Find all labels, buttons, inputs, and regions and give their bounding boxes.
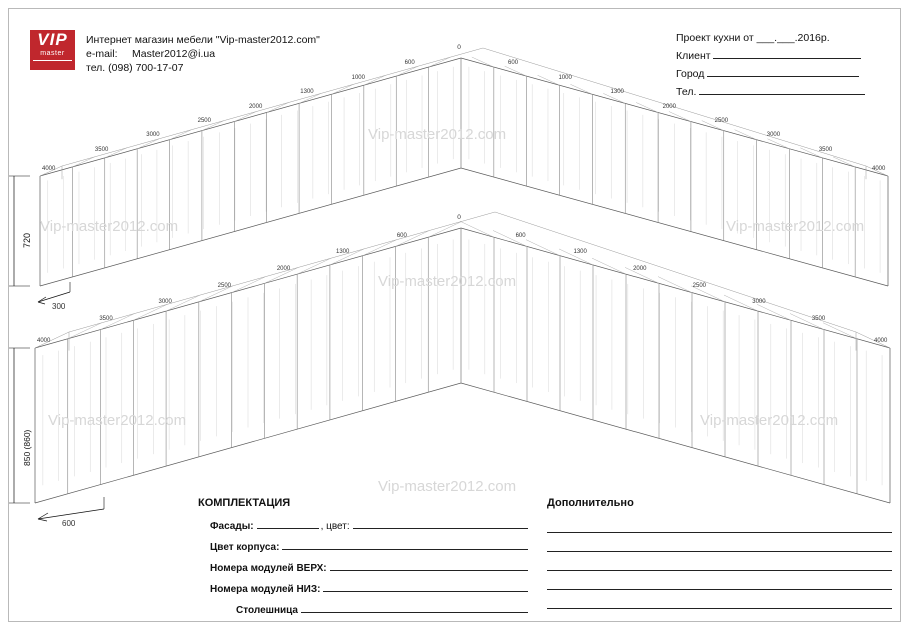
dopolnitelno-form — [547, 497, 892, 613]
logo-sub-text: master — [40, 50, 65, 57]
project-date-row — [676, 30, 891, 47]
dimension-tick-label: 1000 — [351, 74, 365, 81]
dimension-tick-label: 1300 — [610, 89, 624, 96]
dimension-tick-label: 3500 — [811, 316, 826, 322]
dopolnitelno-line[interactable] — [547, 575, 892, 590]
dimension-tick-label: 2500 — [217, 282, 232, 289]
dimension-tick-label: 3500 — [99, 316, 113, 322]
dimension-tick-label: 3000 — [146, 132, 160, 139]
modules-top-label: Номера модулей ВЕРХ: — [210, 563, 327, 574]
dimension-tick-label: 3000 — [158, 299, 172, 306]
company-name: Интернет магазин мебели "Vip-master2012.com" — [86, 34, 320, 46]
fasady-field[interactable] — [257, 518, 319, 529]
watermark-0: Vip-master2012.com — [368, 126, 507, 143]
dopolnitelno-lines — [547, 518, 892, 609]
form-row-fasady — [198, 518, 528, 532]
dimension-tick-label: 3000 — [752, 299, 766, 306]
dopolnitelno-line[interactable] — [547, 594, 892, 609]
stoleshnica-label: Столешница — [236, 605, 298, 616]
dimension-tick-label: 2500 — [197, 117, 211, 124]
dimension-tick-label: 4000 — [42, 166, 56, 172]
company-email-row — [86, 47, 320, 61]
dimension-tick-label: 1000 — [558, 74, 572, 81]
fasady-label: Фасады: — [210, 521, 254, 532]
form-row-stoleshnica — [198, 602, 528, 616]
form-row-modules-bottom — [198, 581, 528, 595]
dimension-tick-label: 2500 — [714, 117, 729, 124]
watermark-6: Vip-master2012.com — [48, 412, 187, 429]
modules-bottom-label: Номера модулей НИЗ: — [210, 584, 321, 595]
project-client-row — [676, 47, 891, 65]
dimension-tick-label: 2500 — [692, 282, 707, 289]
dimension-tick-label: 1300 — [335, 249, 350, 256]
watermark-3: Vip-master2012.com — [378, 273, 517, 290]
form-row-korpus — [198, 539, 528, 553]
komplektacia-title: КОМПЛЕКТАЦИЯ — [198, 497, 291, 509]
company-email-value: Master2012@i.ua — [132, 48, 216, 60]
company-info — [86, 33, 320, 75]
upper-height-dim: 720 — [22, 232, 32, 248]
dimension-tick-label: 600 — [404, 60, 415, 67]
dimension-tick-label: 4000 — [37, 338, 51, 344]
project-client-field[interactable] — [713, 47, 861, 59]
dimension-tick-label: 3000 — [766, 132, 781, 139]
dopolnitelno-title: Дополнительно — [547, 497, 634, 509]
watermark-2: Vip-master2012.com — [40, 218, 179, 235]
dimension-tick-label: 2000 — [633, 266, 647, 272]
project-title-label: Проект кухни от — [676, 32, 754, 44]
project-phone-field[interactable] — [699, 83, 865, 95]
dimension-tick-label: 1300 — [573, 249, 587, 256]
dopolnitelno-line[interactable] — [547, 537, 892, 552]
company-logo — [30, 30, 75, 70]
project-city-field[interactable] — [707, 65, 859, 77]
project-date-value: ___.___.2016р. — [756, 32, 830, 44]
dimension-tick-label: 300 — [52, 302, 66, 311]
form-row-modules-top — [198, 560, 528, 574]
project-city-row — [676, 65, 891, 83]
watermark-1: Vip-master2012.com — [726, 218, 865, 235]
dimension-tick-label: 3500 — [94, 146, 109, 153]
dopolnitelno-line[interactable] — [547, 556, 892, 571]
korpus-field[interactable] — [282, 539, 528, 550]
logo-divider — [33, 60, 72, 61]
project-city-label: Город — [676, 68, 705, 80]
dimension-tick-label: 0 — [457, 214, 461, 221]
dimension-tick-label: 600 — [62, 519, 76, 528]
korpus-label: Цвет корпуса: — [210, 542, 280, 553]
project-phone-row — [676, 83, 891, 101]
project-client-label: Клиент — [676, 50, 711, 62]
lower-height-dim: 850 (860) — [22, 429, 32, 466]
dimension-tick-label: 2000 — [248, 103, 263, 110]
fasady-color-label: , цвет: — [320, 521, 350, 532]
dimension-tick-label: 4000 — [874, 338, 888, 344]
dimension-tick-label: 4000 — [872, 166, 886, 172]
project-info — [676, 30, 891, 101]
dimension-tick-label: 1300 — [300, 89, 314, 96]
modules-bottom-field[interactable] — [323, 581, 528, 592]
fasady-color-field[interactable] — [353, 518, 528, 529]
watermark-5: Vip-master2012.com — [700, 412, 839, 429]
dimension-tick-label: 3500 — [818, 146, 833, 153]
dimension-tick-label: 600 — [515, 232, 526, 239]
dopolnitelno-line[interactable] — [547, 518, 892, 533]
dimension-tick-label: 0 — [457, 44, 461, 51]
modules-top-field[interactable] — [330, 560, 528, 571]
dimension-tick-label: 2000 — [276, 266, 291, 272]
stoleshnica-field[interactable] — [301, 602, 528, 613]
dimension-tick-label: 600 — [508, 60, 519, 67]
logo-vip-text: VIP — [37, 30, 68, 49]
watermark-4: Vip-master2012.com — [378, 478, 517, 495]
dimension-tick-label: 600 — [396, 232, 407, 239]
company-email-label: e-mail: — [86, 48, 118, 60]
company-phone: тел. (098) 700-17-07 — [86, 62, 184, 74]
project-phone-label: Тел. — [676, 86, 697, 98]
dimension-tick-label: 2000 — [662, 103, 676, 110]
komplektacia-form — [198, 497, 528, 623]
